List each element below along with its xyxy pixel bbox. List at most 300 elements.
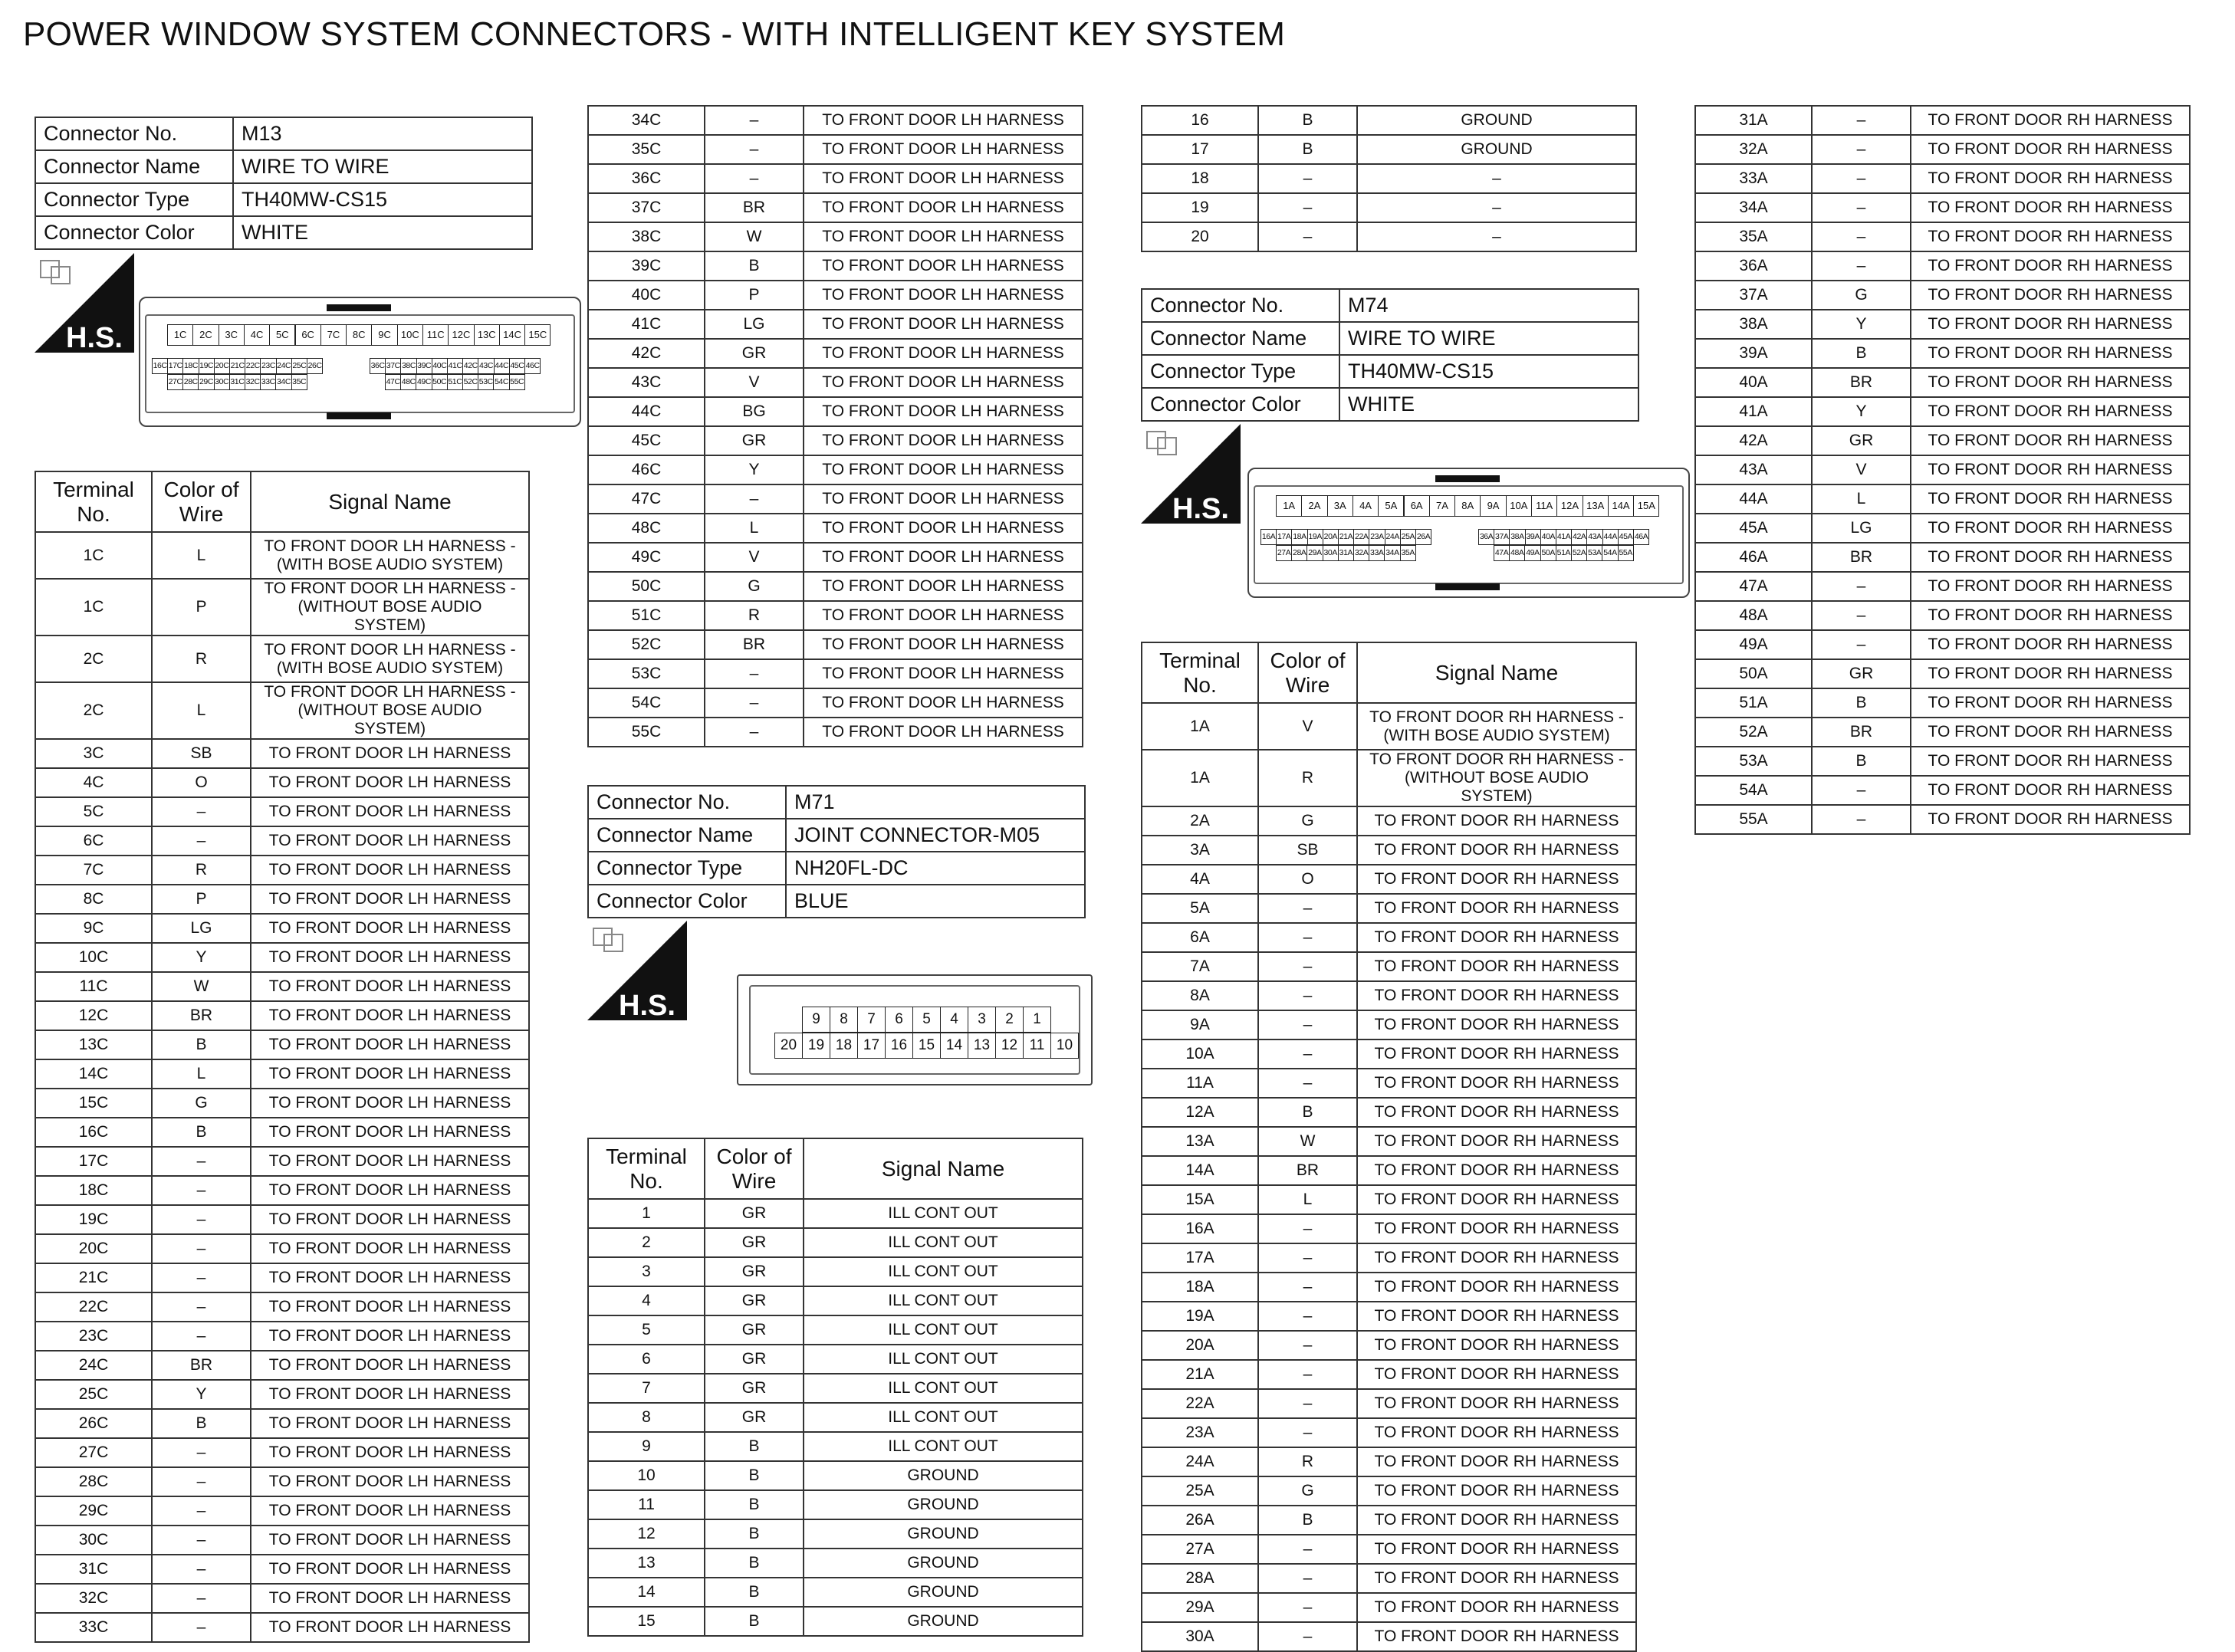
signal-name-cell: TO FRONT DOOR LH HARNESS — [804, 455, 1083, 484]
terminal-no-cell: 44A — [1695, 484, 1812, 514]
wire-color-cell: G — [1258, 806, 1357, 836]
pin-cell: 8A — [1454, 495, 1481, 517]
signal-name-cell: TO FRONT DOOR RH HARNESS — [1911, 514, 2190, 543]
table-row — [35, 943, 529, 972]
table-row — [1142, 952, 1636, 981]
terminal-no-cell: 25A — [1142, 1476, 1258, 1506]
table-row — [1142, 222, 1636, 251]
wire-color-cell: – — [152, 1176, 251, 1205]
wire-color-cell: – — [1812, 805, 1911, 834]
pin-cell: 36C — [370, 358, 386, 374]
table-row — [35, 1263, 529, 1292]
wire-color-cell: – — [152, 1584, 251, 1613]
signal-name-cell: TO FRONT DOOR LH HARNESS — [804, 514, 1083, 543]
info-row-connector-color — [588, 885, 1085, 918]
terminal-no-cell: 50A — [1695, 659, 1812, 688]
pin-cell: 1A — [1276, 495, 1302, 517]
table-row — [1695, 397, 2190, 426]
table-row — [35, 1001, 529, 1030]
wire-color-cell: B — [705, 1519, 804, 1549]
signal-name-cell: TO FRONT DOOR LH HARNESS — [251, 914, 529, 943]
header-terminal-no: Terminal No. — [35, 471, 152, 532]
m13-info-table — [35, 117, 533, 250]
pin-cell: 51C — [447, 374, 463, 390]
signal-name-cell: TO FRONT DOOR LH HARNESS — [804, 310, 1083, 339]
table-row — [1142, 1360, 1636, 1389]
pin-cell: 2A — [1301, 495, 1327, 517]
pin-cell: 32C — [245, 374, 261, 390]
terminal-no-cell: 40C — [588, 281, 705, 310]
table-row — [588, 514, 1083, 543]
pin-cell: 19C — [199, 358, 215, 374]
signal-name-cell: TO FRONT DOOR RH HARNESS — [1357, 1243, 1636, 1273]
table-row — [588, 222, 1083, 251]
terminal-no-cell: 13A — [1142, 1127, 1258, 1156]
wire-color-cell: V — [705, 543, 804, 572]
signal-name-cell: ILL CONT OUT — [804, 1286, 1083, 1315]
signal-name-cell: GROUND — [804, 1549, 1083, 1578]
table-row — [35, 739, 529, 768]
table-row — [1695, 718, 2190, 747]
pin-cell: 12C — [448, 324, 474, 346]
pin-cell: 3A — [1327, 495, 1353, 517]
wire-color-cell: BR — [705, 630, 804, 659]
wire-color-cell: – — [705, 106, 804, 135]
m74-terminal-table — [1141, 642, 1637, 1652]
pin-cell: 40C — [432, 358, 448, 374]
wire-color-cell: – — [1258, 1389, 1357, 1418]
table-row — [35, 768, 529, 797]
signal-name-cell: TO FRONT DOOR RH HARNESS — [1911, 397, 2190, 426]
table-row — [35, 532, 529, 579]
terminal-no-cell: 1A — [1142, 703, 1258, 750]
terminal-no-cell: 45C — [588, 426, 705, 455]
table-row — [588, 1374, 1083, 1403]
table-row — [35, 579, 529, 636]
signal-name-cell: TO FRONT DOOR LH HARNESS — [251, 1089, 529, 1118]
signal-name-cell: GROUND — [804, 1519, 1083, 1549]
signal-name-cell: TO FRONT DOOR LH HARNESS — [251, 1176, 529, 1205]
wire-color-cell: – — [1258, 1331, 1357, 1360]
table-row — [1142, 865, 1636, 894]
signal-name-cell: TO FRONT DOOR LH HARNESS — [251, 1292, 529, 1322]
signal-name-cell: TO FRONT DOOR LH HARNESS — [804, 397, 1083, 426]
signal-name-cell: TO FRONT DOOR RH HARNESS — [1911, 368, 2190, 397]
terminal-no-cell: 9A — [1142, 1010, 1258, 1039]
terminal-no-cell: 12A — [1142, 1098, 1258, 1127]
m71-info-table — [587, 785, 1086, 918]
wire-color-cell: Y — [705, 455, 804, 484]
table-row — [35, 636, 529, 682]
terminal-no-cell: 23C — [35, 1322, 152, 1351]
pin-cell: 15A — [1633, 495, 1659, 517]
terminal-no-cell: 54C — [588, 688, 705, 718]
terminal-no-cell: 10 — [588, 1461, 705, 1490]
info-row-connector-name — [35, 150, 532, 183]
signal-name-cell: TO FRONT DOOR RH HARNESS — [1911, 455, 2190, 484]
signal-name-cell: ILL CONT OUT — [804, 1199, 1083, 1228]
table-row — [35, 914, 529, 943]
signal-name-cell: TO FRONT DOOR LH HARNESS — [251, 1555, 529, 1584]
wire-color-cell: R — [705, 601, 804, 630]
signal-name-cell: TO FRONT DOOR LH HARNESS — [804, 251, 1083, 281]
terminal-no-cell: 51C — [588, 601, 705, 630]
wire-color-cell: – — [1258, 1273, 1357, 1302]
wire-color-cell: – — [1258, 923, 1357, 952]
pin-cell: 35A — [1400, 545, 1416, 561]
info-value: M13 — [233, 117, 532, 150]
signal-name-cell: ILL CONT OUT — [804, 1345, 1083, 1374]
wire-color-cell: – — [1258, 981, 1357, 1010]
terminal-no-cell: 34C — [588, 106, 705, 135]
wire-color-cell: – — [152, 826, 251, 856]
wire-color-cell: – — [1812, 251, 1911, 281]
terminal-no-cell: 4C — [35, 768, 152, 797]
terminal-no-cell: 13 — [588, 1549, 705, 1578]
info-label: Connector Type — [35, 183, 233, 216]
pin-cell: 48C — [400, 374, 416, 390]
connector-housing — [749, 985, 1080, 1075]
info-value: WHITE — [1339, 388, 1638, 421]
table-row — [35, 1496, 529, 1526]
table-row — [1142, 1622, 1636, 1651]
wire-color-cell: B — [705, 1578, 804, 1607]
pin-cell: 18C — [182, 358, 199, 374]
wire-color-cell: – — [705, 135, 804, 164]
signal-name-cell: TO FRONT DOOR RH HARNESS — [1357, 1535, 1636, 1564]
pin-layout — [751, 987, 1079, 1073]
terminal-no-cell: 24A — [1142, 1447, 1258, 1476]
wire-color-cell: G — [152, 1089, 251, 1118]
wire-color-cell: – — [152, 1205, 251, 1234]
pin-cell: 54A — [1602, 545, 1618, 561]
signal-name-cell: TO FRONT DOOR LH HARNESS — [251, 1059, 529, 1089]
terminal-no-cell: 2 — [588, 1228, 705, 1257]
info-row-connector-type — [1142, 355, 1638, 388]
table-row — [1142, 1564, 1636, 1593]
wire-color-cell: – — [152, 1292, 251, 1322]
pin-cell: 5C — [269, 324, 295, 346]
table-row — [1142, 1098, 1636, 1127]
table-row — [35, 1147, 529, 1176]
wire-color-cell: – — [152, 1263, 251, 1292]
terminal-no-cell: 10C — [35, 943, 152, 972]
pin-cell: 21C — [229, 358, 245, 374]
terminal-no-cell: 13C — [35, 1030, 152, 1059]
wire-color-cell: – — [152, 1613, 251, 1642]
table-row — [35, 1467, 529, 1496]
table-row — [35, 972, 529, 1001]
table-row — [588, 484, 1083, 514]
wire-color-cell: G — [705, 572, 804, 601]
table-row — [1142, 106, 1636, 135]
wire-color-cell: GR — [705, 1315, 804, 1345]
terminal-no-cell: 15 — [588, 1607, 705, 1636]
signal-name-cell: TO FRONT DOOR LH HARNESS — [804, 659, 1083, 688]
pin-cell: 55A — [1618, 545, 1634, 561]
table-row — [588, 135, 1083, 164]
signal-name-cell: TO FRONT DOOR RH HARNESS — [1911, 543, 2190, 572]
signal-name-cell: TO FRONT DOOR LH HARNESS — [251, 1234, 529, 1263]
pin-cell: 16A — [1260, 529, 1277, 545]
terminal-no-cell: 1 — [588, 1199, 705, 1228]
pin-cell: 50C — [432, 374, 448, 390]
table-row — [1142, 1214, 1636, 1243]
pin-cell: 24C — [276, 358, 292, 374]
info-value: WIRE TO WIRE — [1339, 322, 1638, 355]
info-value: TH40MW-CS15 — [1339, 355, 1638, 388]
table-row — [1142, 193, 1636, 222]
terminal-no-cell: 6A — [1142, 923, 1258, 952]
signal-name-cell: TO FRONT DOOR RH HARNESS — [1911, 601, 2190, 630]
terminal-no-cell: 20 — [1142, 222, 1258, 251]
pin-cell: 9A — [1480, 495, 1506, 517]
pin-cell: 9 — [802, 1007, 830, 1033]
signal-name-cell: TO FRONT DOOR RH HARNESS — [1911, 164, 2190, 193]
wire-color-cell: BR — [1812, 368, 1911, 397]
pin-cell: 36A — [1478, 529, 1494, 545]
pin-cell: 42C — [462, 358, 478, 374]
table-row — [1142, 164, 1636, 193]
pin-cell: 18 — [830, 1033, 858, 1059]
table-row — [1695, 659, 2190, 688]
table-row — [1695, 339, 2190, 368]
pin-cell: 19A — [1307, 529, 1323, 545]
wire-color-cell: – — [1812, 106, 1911, 135]
pin-cell: 22A — [1353, 529, 1369, 545]
terminal-no-cell: 33C — [35, 1613, 152, 1642]
table-row — [1142, 806, 1636, 836]
table-row — [588, 630, 1083, 659]
signal-name-cell: TO FRONT DOOR RH HARNESS — [1911, 718, 2190, 747]
hs-label: H.S. — [619, 990, 675, 1020]
pin-cell: 2 — [995, 1007, 1024, 1033]
pin-cell: 13 — [968, 1033, 996, 1059]
wire-color-cell: – — [1812, 572, 1911, 601]
latch-bar — [327, 412, 391, 419]
table-row — [588, 193, 1083, 222]
hs-badge-icon — [587, 921, 687, 1020]
wire-color-cell: – — [1812, 222, 1911, 251]
pin-cell: 6 — [885, 1007, 913, 1033]
pin-cell: 8 — [830, 1007, 858, 1033]
wire-color-cell: – — [152, 797, 251, 826]
terminal-no-cell: 46C — [588, 455, 705, 484]
wire-color-cell: BR — [1812, 718, 1911, 747]
terminal-no-cell: 54A — [1695, 776, 1812, 805]
info-label: Connector Type — [1142, 355, 1339, 388]
wire-color-cell: GR — [705, 1286, 804, 1315]
pin-layout — [146, 316, 574, 412]
pin-cell: 41A — [1556, 529, 1572, 545]
wire-color-cell: L — [1812, 484, 1911, 514]
terminal-no-cell: 20C — [35, 1234, 152, 1263]
table-row — [588, 601, 1083, 630]
signal-name-cell: TO FRONT DOOR RH HARNESS — [1357, 952, 1636, 981]
hs-badge-icon — [35, 253, 134, 353]
pin-cell: 55C — [509, 374, 525, 390]
pin-cell: 2C — [192, 324, 219, 346]
pin-cell: 47C — [385, 374, 401, 390]
wire-color-cell: – — [1812, 135, 1911, 164]
table-row — [1695, 368, 2190, 397]
table-row — [588, 426, 1083, 455]
terminal-no-cell: 48C — [588, 514, 705, 543]
info-label: Connector Color — [35, 216, 233, 249]
terminal-no-cell: 45A — [1695, 514, 1812, 543]
pin-cell: 23C — [260, 358, 276, 374]
wire-color-cell: P — [152, 885, 251, 914]
wire-color-cell: – — [1258, 1010, 1357, 1039]
wire-color-cell: V — [1812, 455, 1911, 484]
terminal-no-cell: 47C — [588, 484, 705, 514]
terminal-no-cell: 18 — [1142, 164, 1258, 193]
wire-color-cell: BR — [705, 193, 804, 222]
signal-name-cell: TO FRONT DOOR RH HARNESS — [1911, 747, 2190, 776]
table-row — [1142, 1331, 1636, 1360]
pin-cell: 1C — [167, 324, 193, 346]
table-row — [1695, 630, 2190, 659]
signal-name-cell: TO FRONT DOOR LH HARNESS — [804, 630, 1083, 659]
table-row — [35, 1613, 529, 1642]
table-row — [35, 1059, 529, 1089]
table-row — [588, 572, 1083, 601]
table-row — [35, 1438, 529, 1467]
pin-cell: 34C — [275, 374, 291, 390]
table-row — [1142, 1243, 1636, 1273]
terminal-no-cell: 40A — [1695, 368, 1812, 397]
table-row — [1142, 750, 1636, 806]
terminal-no-cell: 46A — [1695, 543, 1812, 572]
terminal-no-cell: 52A — [1695, 718, 1812, 747]
info-label: Connector Name — [1142, 322, 1339, 355]
pin-cell: 28A — [1291, 545, 1307, 561]
terminal-no-cell: 25C — [35, 1380, 152, 1409]
wire-color-cell: – — [1258, 1039, 1357, 1069]
signal-name-cell: TO FRONT DOOR LH HARNESS — [251, 739, 529, 768]
connector-housing — [1254, 485, 1684, 584]
info-value: WHITE — [233, 216, 532, 249]
m74-info-table — [1141, 288, 1639, 422]
pin-cell: 41C — [447, 358, 463, 374]
table-row — [588, 1578, 1083, 1607]
wire-color-cell: V — [705, 368, 804, 397]
pin-cell: 20A — [1323, 529, 1339, 545]
signal-name-cell: TO FRONT DOOR RH HARNESS — [1357, 1476, 1636, 1506]
wire-color-cell: R — [1258, 750, 1357, 806]
table-row — [1142, 981, 1636, 1010]
wire-color-cell: SB — [1258, 836, 1357, 865]
info-value: M74 — [1339, 289, 1638, 322]
wire-color-cell: – — [152, 1496, 251, 1526]
wire-color-cell: BG — [705, 397, 804, 426]
signal-name-cell: TO FRONT DOOR LH HARNESS — [251, 943, 529, 972]
signal-name-cell: TO FRONT DOOR RH HARNESS — [1357, 1418, 1636, 1447]
signal-name-cell: TO FRONT DOOR RH HARNESS — [1911, 659, 2190, 688]
signal-name-cell: TO FRONT DOOR RH HARNESS — [1911, 193, 2190, 222]
wire-color-cell: Y — [1812, 310, 1911, 339]
table-row — [588, 281, 1083, 310]
pin-cell: 54C — [493, 374, 509, 390]
signal-name-cell: TO FRONT DOOR LH HARNESS — [251, 1496, 529, 1526]
pin-cell: 3C — [219, 324, 245, 346]
pin-cell: 4A — [1353, 495, 1379, 517]
signal-name-cell: TO FRONT DOOR RH HARNESS — [1357, 1273, 1636, 1302]
latch-bar — [1435, 583, 1500, 590]
table-row — [588, 310, 1083, 339]
signal-name-cell: TO FRONT DOOR RH HARNESS — [1357, 1185, 1636, 1214]
table-row — [588, 1315, 1083, 1345]
pin-cell: 13C — [474, 324, 500, 346]
wire-color-cell: W — [705, 222, 804, 251]
terminal-no-cell: 8A — [1142, 981, 1258, 1010]
signal-name-cell: TO FRONT DOOR LH HARNESS — [251, 1001, 529, 1030]
terminal-no-cell: 1C — [35, 579, 152, 636]
wire-color-cell: – — [705, 164, 804, 193]
terminal-no-cell: 4 — [588, 1286, 705, 1315]
signal-name-cell: TO FRONT DOOR LH HARNESS — [804, 601, 1083, 630]
terminal-no-cell: 38A — [1695, 310, 1812, 339]
table-row — [35, 1526, 529, 1555]
table-row — [1142, 1127, 1636, 1156]
table-row — [588, 688, 1083, 718]
table-row — [35, 885, 529, 914]
terminal-no-cell: 14A — [1142, 1156, 1258, 1185]
pin-cell: 39C — [416, 358, 432, 374]
terminal-no-cell: 49C — [588, 543, 705, 572]
terminal-no-cell: 18C — [35, 1176, 152, 1205]
table-row — [35, 1205, 529, 1234]
wire-color-cell: B — [1812, 747, 1911, 776]
signal-name-cell: TO FRONT DOOR LH HARNESS — [804, 426, 1083, 455]
table-row — [1695, 426, 2190, 455]
table-row — [1695, 601, 2190, 630]
header-signal-name: Signal Name — [251, 471, 529, 532]
m13-connector-face — [139, 297, 581, 427]
pin-cell: 15C — [524, 324, 551, 346]
info-label: Connector Color — [1142, 388, 1339, 421]
header-terminal-no: Terminal No. — [588, 1138, 705, 1199]
info-row-connector-no — [588, 786, 1085, 819]
pin-cell: 29A — [1306, 545, 1323, 561]
pin-cell: 5A — [1378, 495, 1404, 517]
terminal-no-cell: 8C — [35, 885, 152, 914]
table-header — [35, 471, 529, 532]
signal-name-cell: TO FRONT DOOR LH HARNESS — [251, 972, 529, 1001]
m13-terminal-table-continued — [587, 105, 1083, 747]
wire-color-cell: LG — [152, 914, 251, 943]
header-color-of-wire: Color of Wire — [152, 471, 251, 532]
signal-name-cell: TO FRONT DOOR RH HARNESS — [1911, 135, 2190, 164]
pin-cell: 10A — [1506, 495, 1532, 517]
header-color-of-wire: Color of Wire — [1258, 642, 1357, 703]
signal-name-cell: TO FRONT DOOR RH HARNESS — [1357, 1214, 1636, 1243]
signal-name-cell: TO FRONT DOOR RH HARNESS — [1357, 1622, 1636, 1651]
table-row — [1695, 747, 2190, 776]
wire-color-cell: – — [1258, 952, 1357, 981]
terminal-no-cell: 37C — [588, 193, 705, 222]
wire-color-cell: W — [1258, 1127, 1357, 1156]
pin-cell: 20C — [214, 358, 230, 374]
terminal-no-cell: 9 — [588, 1432, 705, 1461]
wire-color-cell: – — [1258, 1214, 1357, 1243]
terminal-no-cell: 35C — [588, 135, 705, 164]
pin-cell: 12 — [995, 1033, 1024, 1059]
pin-cell: 35C — [291, 374, 307, 390]
m71-connector-face — [737, 974, 1093, 1085]
signal-name-cell: GROUND — [1357, 135, 1636, 164]
signal-name-cell: TO FRONT DOOR RH HARNESS — [1357, 1010, 1636, 1039]
